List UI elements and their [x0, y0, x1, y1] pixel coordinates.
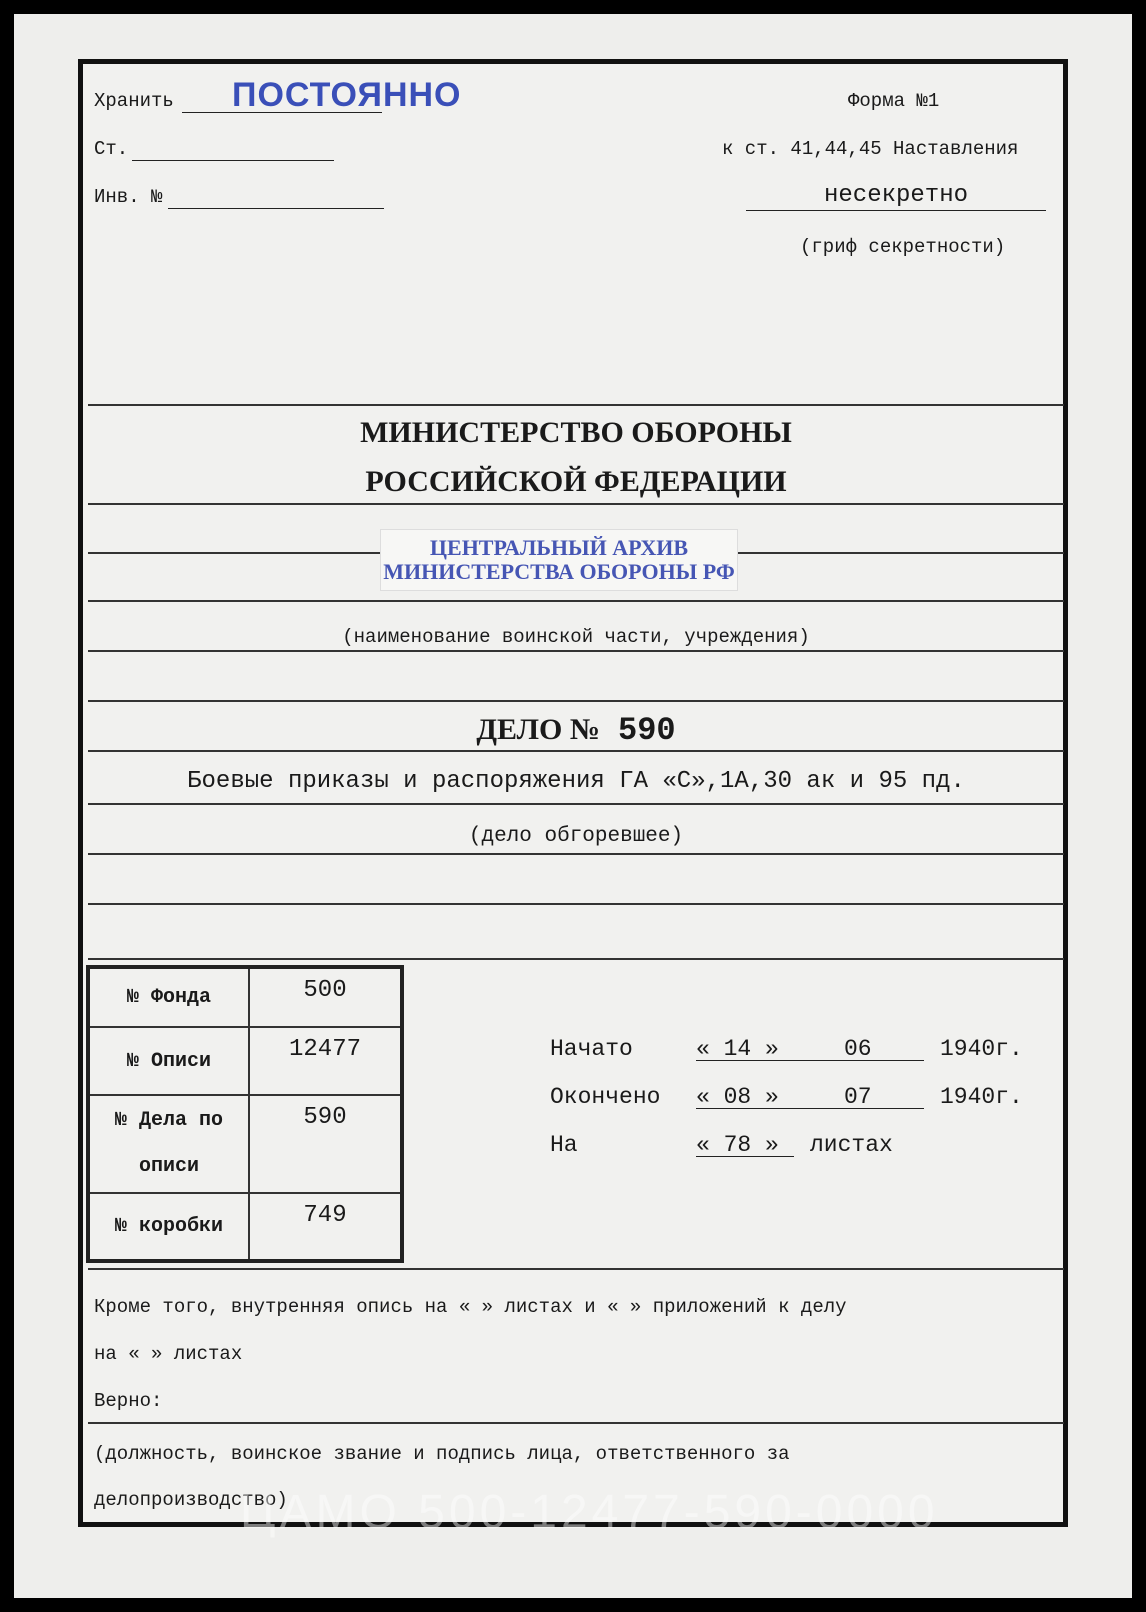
st-label: Ст. [94, 138, 129, 160]
ministry-line2: РОССИЙСКОЙ ФЕДЕРАЦИИ [365, 465, 787, 498]
opis-value: 12477 [249, 1027, 402, 1095]
archive-stamp [380, 529, 738, 591]
inv-underline [168, 194, 384, 209]
keep-label: Хранить [94, 90, 174, 112]
sheets-underline [696, 1142, 794, 1157]
fond-value: 500 [249, 967, 402, 1027]
archive-stamp-line2: МИНИСТЕРСТВА ОБОРОНЫ РФ [383, 559, 735, 584]
rule [88, 1268, 1064, 1270]
started-month: 06 [844, 1036, 872, 1062]
started-day: « 14 » [696, 1036, 779, 1062]
on-label: На [550, 1132, 578, 1158]
case-title [88, 712, 1064, 749]
started-year: 1940г. [940, 1036, 1023, 1062]
rule [88, 700, 1064, 702]
table-row [88, 1193, 402, 1261]
sheets-count: « 78 » [696, 1132, 779, 1158]
rule [88, 853, 1064, 855]
rule [88, 750, 1064, 752]
delo-label: № Дела по описи [88, 1095, 249, 1193]
keep-stamp: ПОСТОЯННО [232, 76, 462, 114]
ended-year: 1940г. [940, 1084, 1023, 1110]
table-row [88, 1095, 402, 1193]
ended-label: Окончено [550, 1084, 661, 1110]
secrecy-value: несекретно [823, 182, 969, 209]
article-ref: к ст. 41,44,45 Наставления [722, 138, 1019, 160]
rule [88, 803, 1064, 805]
rule [88, 503, 1064, 505]
ended-month: 07 [844, 1084, 872, 1110]
archive-stamp-line1: ЦЕНТРАЛЬНЫЙ АРХИВ [429, 535, 689, 560]
position-line2: делопроизводство) [94, 1489, 288, 1511]
sheets-label: листах [810, 1132, 893, 1158]
case-description: Боевые приказы и распоряжения ГА «С»,1А,30 ак и 95 пд. [187, 768, 965, 795]
box-label: № коробки [88, 1193, 249, 1261]
unit-caption: (наименование воинской части, учреждения) [342, 626, 810, 648]
ended-underline [696, 1094, 924, 1109]
secrecy-underline [746, 196, 1046, 211]
form-label: Форма №1 [848, 90, 940, 112]
case-note: (дело обгоревшее) [468, 825, 684, 848]
rule [88, 404, 1064, 406]
st-underline [132, 146, 334, 161]
inv-label: Инв. № [94, 186, 163, 208]
started-underline [696, 1046, 924, 1061]
table-row [88, 1027, 402, 1095]
rule [88, 958, 1064, 960]
ministry-line1: МИНИСТЕРСТВО ОБОРОНЫ [360, 416, 792, 449]
case-number: 590 [618, 712, 676, 749]
secrecy-caption: (гриф секретности) [800, 236, 1006, 258]
fond-label: № Фонда [88, 967, 249, 1027]
archive-watermark: ЦАМО 500-12477-590-0000 [240, 1486, 939, 1539]
table-row [88, 967, 402, 1027]
started-label: Начато [550, 1036, 633, 1062]
rule [88, 600, 1064, 602]
box-value: 749 [249, 1193, 402, 1261]
delo-value: 590 [249, 1095, 402, 1193]
rule [88, 903, 1064, 905]
inventory-line: Кроме того, внутренняя опись на « » листах и « » приложений к делу [94, 1296, 847, 1318]
rule [88, 650, 1064, 652]
verified-label: Верно: [94, 1390, 163, 1412]
case-title-prefix: ДЕЛО № [476, 713, 600, 746]
archive-meta-table [86, 965, 404, 1263]
opis-label: № Описи [88, 1027, 249, 1095]
sheets-line: на « » листах [94, 1343, 243, 1365]
ended-day: « 08 » [696, 1084, 779, 1110]
rule [88, 1422, 1064, 1424]
position-line1: (должность, воинское звание и подпись лица, ответственного за [94, 1443, 790, 1465]
